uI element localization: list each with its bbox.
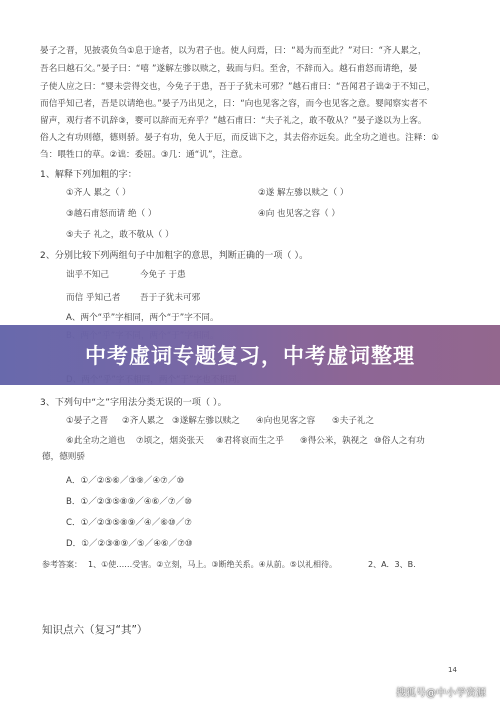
answers-q1: 1、①使……受害。②立刻，马上。③断绝关系。④从前。⑤以礼相待。 <box>88 560 337 569</box>
q2-stem: 2、分别比较下列两组句子中加粗字的意思，判断正确的一项（ ）。 <box>40 251 309 261</box>
q3-sentence: ⑧君将哀而生之乎 <box>216 436 284 446</box>
q1-item: ④向 也见客之容（ ） <box>258 209 340 219</box>
q3-sentence: ③遂解左骖以赎之 <box>172 416 240 426</box>
passage-line-6: 俗人之有功则德，德则骄。晏子有功，免人于厄，而反诎下之，其去俗亦远矣。此全功之道也。注释：① <box>40 133 440 143</box>
q3-option-a: A．①／②⑤⑥／③⑨／④⑦／⑩ <box>66 476 185 486</box>
passage-line-5: 留声，观行者不讥辞③，婴可以辞而无弃乎？”越石甫曰：“夫子礼之，敢不敬从？”晏子遂以为上客。 <box>40 116 427 126</box>
q2-pair-left: 而信 乎知己者 <box>66 293 121 303</box>
q1-item: ③越石甫怒而请 绝（ ） <box>66 209 157 219</box>
q2-option-a: A、两个“乎”字相同，两个“于”字不同。 <box>66 313 219 323</box>
q2-pair-right: 今免子 于患 <box>140 270 186 280</box>
q1-item: ⑤夫子 礼之，敢不敬从（ ） <box>66 230 174 240</box>
passage-line-4: 而信乎知己者，吾是以请绝也。”晏子乃出见之，曰：“向也见客之容，而今也见客之意。婴闻察实者不 <box>40 99 428 109</box>
passage-line-2: 吾名曰越石父。”晏子曰：“嘻 ”遂解左骖以赎之，载而与归。至舍，不辞而入。越石甫怒而请绝，晏 <box>40 64 418 74</box>
answers-label: 参考答案： <box>42 560 82 569</box>
passage-line-7: 刍：喂牲口的草。②诎：委屈。③几：通“讥”，注意。 <box>40 150 248 160</box>
banner-title: 中考虚词专题复习，中考虚词整理 <box>85 344 415 368</box>
q1-stem: 1、解释下列加粗的字： <box>40 170 137 180</box>
q3-sentence: ⑦顷之，烟炎张天 <box>136 436 204 446</box>
passage-line-3: 子使人应之曰：“婴未尝得交也，今免子于患，吾于子犹未可邪？”越石甫曰：“吾闻君子诎②于不知己， <box>40 82 436 92</box>
passage-line-1: 晏子之晋，见披裘负刍①息于途者，以为君子也。使人问焉，曰：“曷为而至此？”对曰：“齐人累之， <box>40 46 427 56</box>
page-number: 14 <box>448 666 457 674</box>
q3-sentence: ⑨得公米，孰视之 <box>300 436 368 446</box>
q3-stem: 3、下列句中“之”字用法分类无误的一项（ ）。 <box>40 398 227 408</box>
q3-sentence: ④向也见客之容 <box>256 416 316 426</box>
section-title: 知识点六（复习“其”） <box>42 624 148 636</box>
q1-item: ②遂 解左骖以赎之（ ） <box>258 188 349 198</box>
q2-pair-right: 吾于子犹未可邪 <box>140 293 201 303</box>
q3-sentence: ⑤夫子礼之 <box>332 416 375 426</box>
q3-sentence: ⑩俗人之有功 <box>374 436 425 446</box>
q3-option-b: B．①／②③⑤⑧⑨／④⑥／⑦／⑩ <box>66 497 192 507</box>
q3-option-d: D．①／②③⑧⑨／⑤／④⑥／⑦⑩ <box>66 539 193 549</box>
q3-sentence: ⑥此全功之道也 <box>66 436 126 446</box>
source-watermark: 搜狐号@中小学资源 <box>396 688 486 699</box>
title-banner <box>0 325 500 385</box>
q3-option-c: C．①／②③⑤⑧⑨／④／⑥⑩／⑦ <box>66 518 193 528</box>
q1-item: ①齐人 累之（ ） <box>66 188 131 198</box>
q3-sentence: ①晏子之晋 <box>66 416 109 426</box>
answers-rest: 2、A．3、B. <box>368 560 416 569</box>
q3-sentence: ②齐人累之 <box>122 416 165 426</box>
q2-pair-left: 诎乎不知己 <box>66 270 109 280</box>
q3-sentence-continuation: 德，德则骄 <box>42 452 85 462</box>
